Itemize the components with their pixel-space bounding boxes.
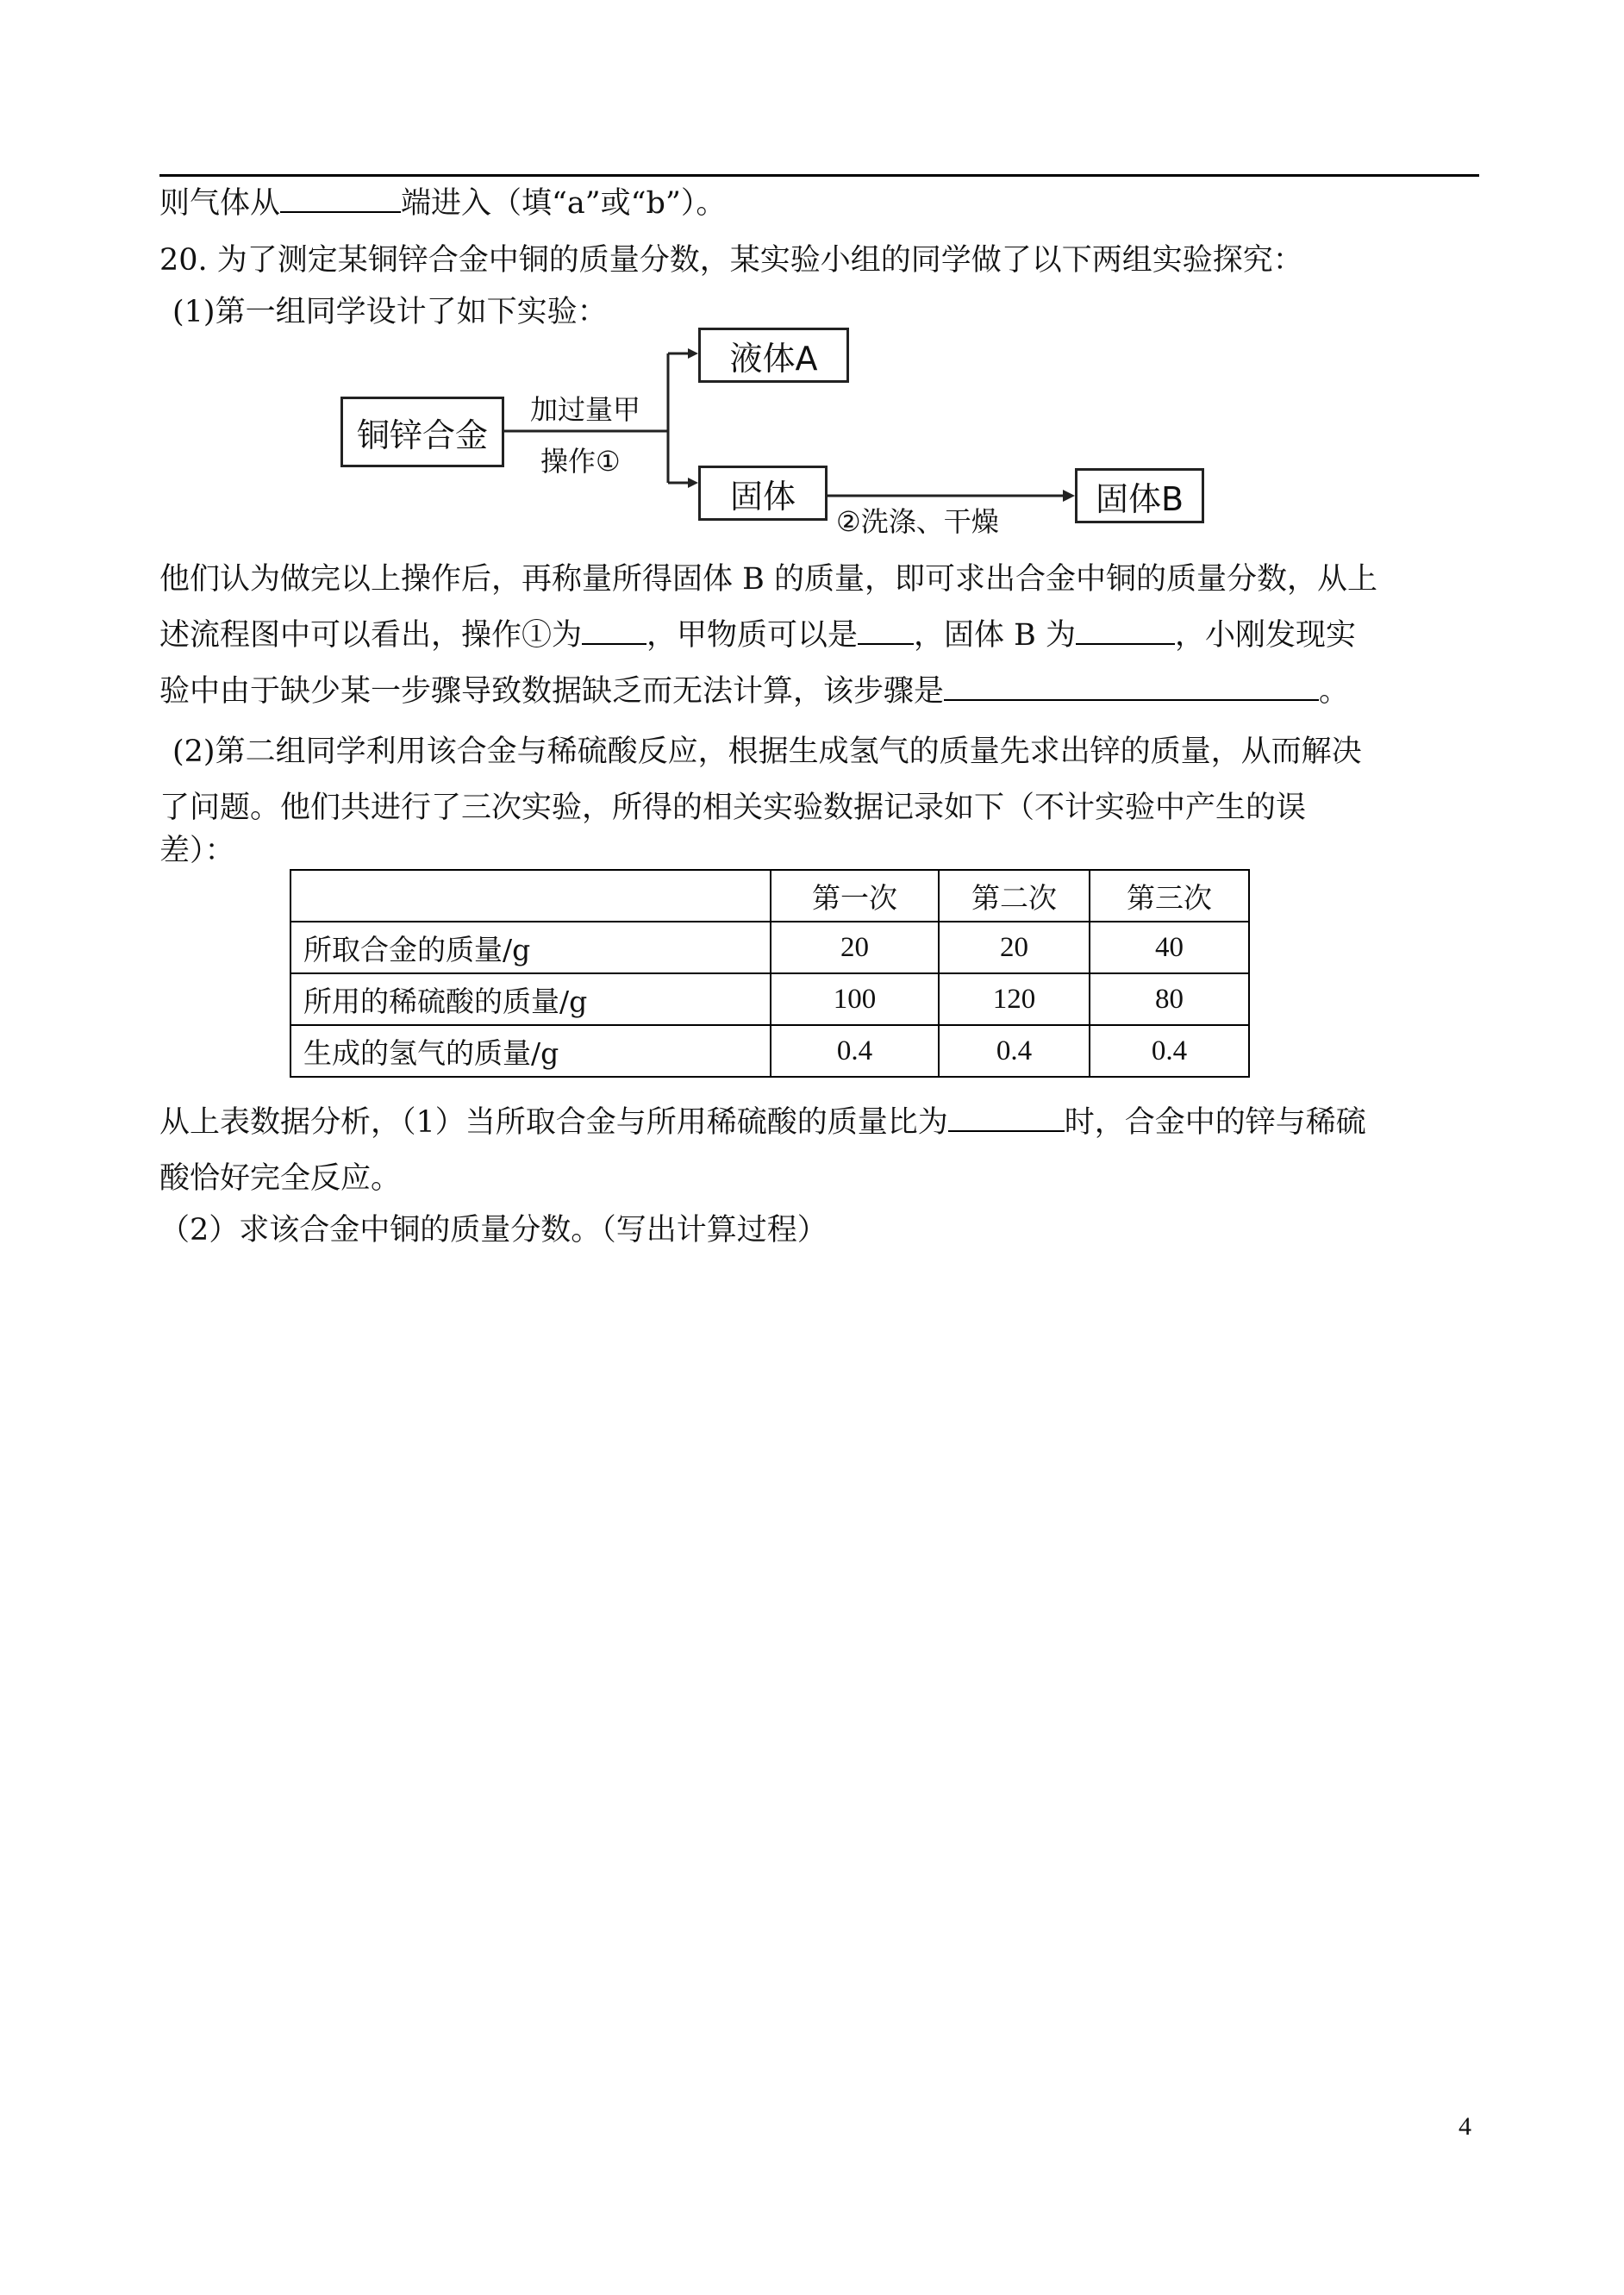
table-cell: 100 xyxy=(771,973,939,1025)
text-line: 差）： xyxy=(159,834,235,868)
data-table xyxy=(290,869,1250,1078)
table-cell: 0.4 xyxy=(1090,1025,1249,1077)
line-gas-entry xyxy=(159,184,726,222)
text: 端进入（填“a”或“b”）。 xyxy=(401,186,727,221)
text: 则气体从 xyxy=(159,186,281,221)
table-row xyxy=(290,922,1249,973)
part-1-intro: (1)第一组同学设计了如下实验： xyxy=(172,295,608,329)
table-header-row xyxy=(290,870,1249,922)
question-20: 20. 为了测定某铜锌合金中铜的质量分数，某实验小组的同学做了以下两组实验探究： xyxy=(159,243,1303,278)
text-line: 他们认为做完以上操作后，再称量所得固体 B 的质量，即可求出合金中铜的质量分数，从上 xyxy=(159,562,1377,597)
answer-blank-missing-step[interactable] xyxy=(944,673,1319,701)
label-add-excess: 加过量甲 xyxy=(530,393,641,426)
label-wash-dry: ②洗涤、干燥 xyxy=(836,505,999,538)
text-line xyxy=(159,1104,1366,1141)
text: ，小刚发现实 xyxy=(1175,618,1357,653)
text: ，固体 B 为 xyxy=(914,618,1077,653)
text-line xyxy=(159,616,1356,654)
box-solid-b: 固体B xyxy=(1075,468,1204,523)
text-line: （2）求该合金中铜的质量分数。（写出计算过程） xyxy=(159,1213,828,1248)
table-cell: 0.4 xyxy=(771,1025,939,1077)
text-line: 酸恰好完全反应。 xyxy=(159,1161,402,1196)
answer-blank-substance[interactable] xyxy=(858,617,914,645)
table-cell: 20 xyxy=(771,922,939,973)
text: 从上表数据分析，（1）当所取合金与所用稀硫酸的质量比为 xyxy=(159,1105,948,1140)
text: ，甲物质可以是 xyxy=(646,618,859,653)
table-header-cell: 第一次 xyxy=(771,870,939,922)
table-row xyxy=(290,1025,1249,1077)
text-line xyxy=(159,672,1349,710)
box-solid: 固体 xyxy=(698,466,828,521)
page-number: 4 xyxy=(1458,2112,1471,2141)
table-cell: 120 xyxy=(939,973,1090,1025)
answer-blank-solid-b[interactable] xyxy=(1076,617,1175,645)
table-row xyxy=(290,973,1249,1025)
part-2-intro: (2)第二组同学利用该合金与稀硫酸反应，根据生成氢气的质量先求出锌的质量，从而解决 xyxy=(172,735,1362,769)
row-label: 所用的稀硫酸的质量/g xyxy=(290,973,771,1025)
header-rule xyxy=(159,174,1479,177)
row-label: 生成的氢气的质量/g xyxy=(290,1025,771,1077)
text: 验中由于缺少某一步骤导致数据缺乏而无法计算，该步骤是 xyxy=(159,674,945,709)
table-header-cell: 第三次 xyxy=(1090,870,1249,922)
text-line: 了问题。他们共进行了三次实验，所得的相关实验数据记录如下（不计实验中产生的误 xyxy=(159,791,1307,825)
row-label: 所取合金的质量/g xyxy=(290,922,771,973)
answer-blank-operation[interactable] xyxy=(582,617,646,645)
table-cell: 80 xyxy=(1090,973,1249,1025)
table-cell: 40 xyxy=(1090,922,1249,973)
box-copper-zinc-alloy: 铜锌合金 xyxy=(340,397,504,467)
flow-diagram xyxy=(340,323,1220,539)
table-header-cell xyxy=(290,870,771,922)
answer-blank[interactable] xyxy=(280,185,401,213)
box-liquid-a: 液体A xyxy=(698,328,849,383)
text: 时，合金中的锌与稀硫 xyxy=(1064,1105,1366,1140)
text: 。 xyxy=(1319,674,1350,709)
answer-blank-ratio[interactable] xyxy=(948,1104,1065,1132)
text: 述流程图中可以看出，操作①为 xyxy=(159,618,583,653)
table-cell: 0.4 xyxy=(939,1025,1090,1077)
table-header-cell: 第二次 xyxy=(939,870,1090,922)
label-operation-1: 操作① xyxy=(540,445,621,478)
table-cell: 20 xyxy=(939,922,1090,973)
